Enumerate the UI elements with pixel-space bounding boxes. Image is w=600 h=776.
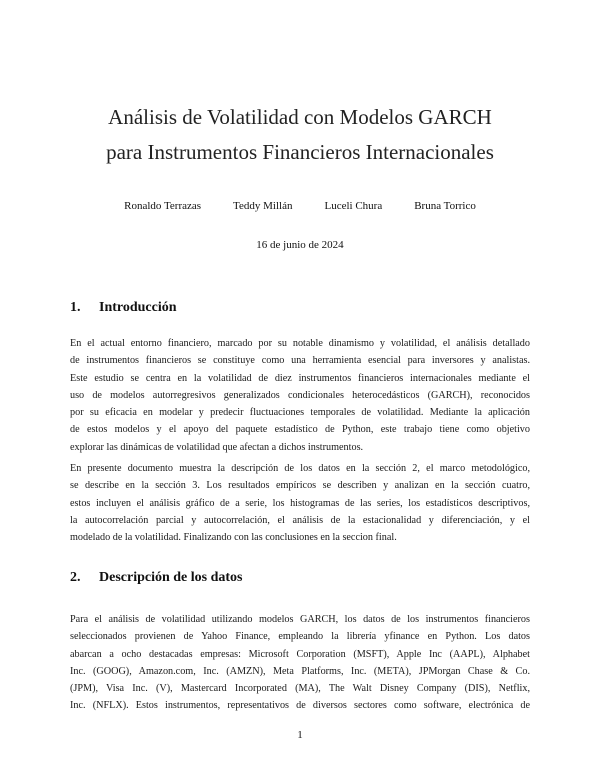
text-line: Este estudio se centra en la volatilidad de diez instrumentos financieros internacionales mediante el xyxy=(70,372,530,384)
section-title: Introducción xyxy=(99,300,177,315)
text-line: de estos modelos y el apoyo del paquete estadístico de Python, este trabajo tiene como objetivo xyxy=(70,424,530,436)
text-line: la autocorrelación parcial y autocorrelación, el análisis de la estacionalidad y diferenciación, y el xyxy=(70,514,530,526)
body-paragraph xyxy=(70,335,530,456)
body-paragraph xyxy=(70,460,530,546)
title-line: para Instrumentos Financieros Internacionales xyxy=(106,140,494,164)
page-number: 1 xyxy=(297,729,303,741)
paper-title xyxy=(40,100,560,170)
text-line: uso de modelos autorregresivos generalizados condicionales heterocedásticos (GARCH), reconocidos xyxy=(70,389,530,401)
text-line: Inc. (NFLX). Estos instrumentos, representativos de diversos sectores como software, electrónica de xyxy=(70,700,530,712)
author-name: Teddy Millán xyxy=(233,200,293,212)
paper-date: 16 de junio de 2024 xyxy=(256,239,344,251)
text-line: Para el análisis de volatilidad utilizando modelos GARCH, los datos de los instrumentos financieros xyxy=(70,614,530,625)
section-heading-introduccion xyxy=(70,300,177,316)
text-line: modelado de la volatilidad. Finalizando con las conclusiones en la seccion final. xyxy=(70,532,397,544)
author-name: Ronaldo Terrazas xyxy=(124,200,202,212)
author-name: Luceli Chura xyxy=(324,200,383,212)
text-line: estos incluyen el análisis gráfico de a serie, los histogramas de las series, los estadísticos descriptivos, xyxy=(70,497,530,509)
text-line: por su eficacia en modelar y predecir fluctuaciones temporales de volatilidad. Mediante la aplicación xyxy=(70,407,530,419)
section-heading-descripcion-datos xyxy=(70,570,243,586)
text-line: se describe en la sección 3. Los resultados empíricos se describen y analizan en la sección cuatro, xyxy=(70,480,530,492)
author-list xyxy=(0,200,600,212)
text-line: (JPM), Visa Inc. (V), Mastercard Incorporated (MA), The Walt Disney Company (DIS), Netflix, xyxy=(70,683,530,695)
section-number: 2. xyxy=(70,570,81,585)
text-line: En presente documento muestra la descripción de los datos en la sección 2, el marco metodológico, xyxy=(70,463,530,474)
author-name: Bruna Torrico xyxy=(414,200,476,212)
text-line: explorar las dinámicas de volatilidad que afectan a dichos instrumentos. xyxy=(70,441,364,453)
text-line: abarcan a ocho destacadas empresas: Microsoft Corporation (MSFT), Apple Inc (AAPL), Alphabet xyxy=(70,648,530,660)
section-title: Descripción de los datos xyxy=(99,570,243,585)
section-number: 1. xyxy=(70,300,81,315)
text-line: seleccionados provienen de Yahoo Finance, empleando la librería yfinance en Python. Los datos xyxy=(70,631,530,643)
title-line: Análisis de Volatilidad con Modelos GARCH xyxy=(108,105,492,129)
body-paragraph xyxy=(70,611,530,715)
text-line: de instrumentos financieros se constituye como una herramienta esencial para inversores y analistas. xyxy=(70,355,530,367)
text-line: En el actual entorno financiero, marcado por su notable dinamismo y volatilidad, el análisis detallado xyxy=(70,338,530,349)
text-line: Inc. (GOOG), Amazon.com, Inc. (AMZN), Meta Platforms, Inc. (META), JPMorgan Chase & Co. xyxy=(70,665,530,677)
